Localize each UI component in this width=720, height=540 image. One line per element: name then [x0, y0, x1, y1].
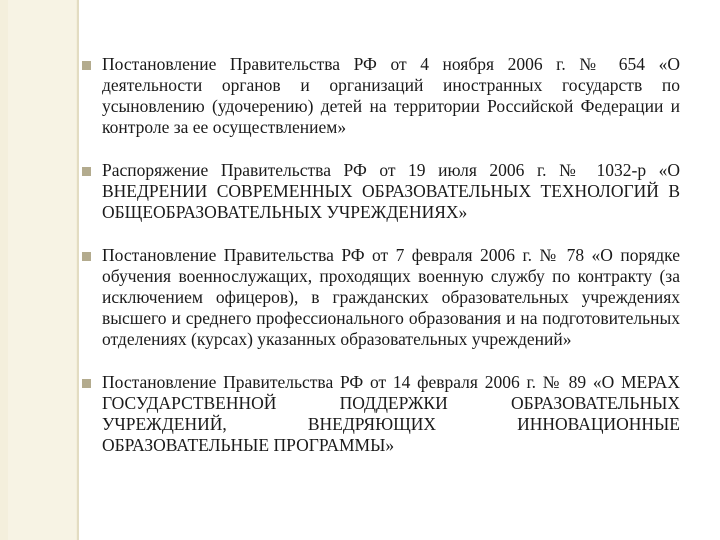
square-bullet-icon: [82, 379, 91, 388]
list-item-text: Постановление Правительства РФ от 4 ноября 2006 г. № 654 «О деятельности органов и организаций иностранных государств по усыновлению (удочерению) детей на территории Российской Федерации и контроле за ее осуществлением»: [102, 54, 680, 137]
list-item: [80, 160, 680, 223]
side-band-inner: [8, 0, 76, 540]
list-item-text: Распоряжение Правительства РФ от 19 июля 2006 г. № 1032-р «О ВНЕДРЕНИИ СОВРЕМЕННЫХ ОБРАЗОВАТЕЛЬНЫХ ТЕХНОЛОГИЙ В ОБЩЕОБРАЗОВАТЕЛЬНЫХ УЧРЕЖДЕНИЯХ»: [102, 160, 680, 222]
list-item: [80, 245, 680, 350]
list-item: [80, 372, 680, 456]
list-item: [80, 54, 680, 138]
square-bullet-icon: [82, 61, 91, 70]
side-divider: [77, 0, 79, 540]
side-decorative-band: [0, 0, 78, 540]
list-item-text: Постановление Правительства РФ от 7 февраля 2006 г. № 78 «О порядке обучения военнослужащих, проходящих военную службу по контракту (за исключением офицеров), в гражданских образовательных учреждениях высшего и среднего профессионального образования и на подготовительных отделениях (курсах) указанных образовательных учреждений»: [102, 245, 680, 349]
bullet-list: [80, 54, 680, 478]
square-bullet-icon: [82, 167, 91, 176]
list-item-text: Постановление Правительства РФ от 14 февраля 2006 г. № 89 «О МЕРАХ ГОСУДАРСТВЕННОЙ ПОДДЕРЖКИ ОБРАЗОВАТЕЛЬНЫХ УЧРЕЖДЕНИЙ, ВНЕДРЯЮЩИХ ИННОВАЦИОННЫЕ ОБРАЗОВАТЕЛЬНЫЕ ПРОГРАММЫ»: [102, 372, 680, 455]
square-bullet-icon: [82, 252, 91, 261]
